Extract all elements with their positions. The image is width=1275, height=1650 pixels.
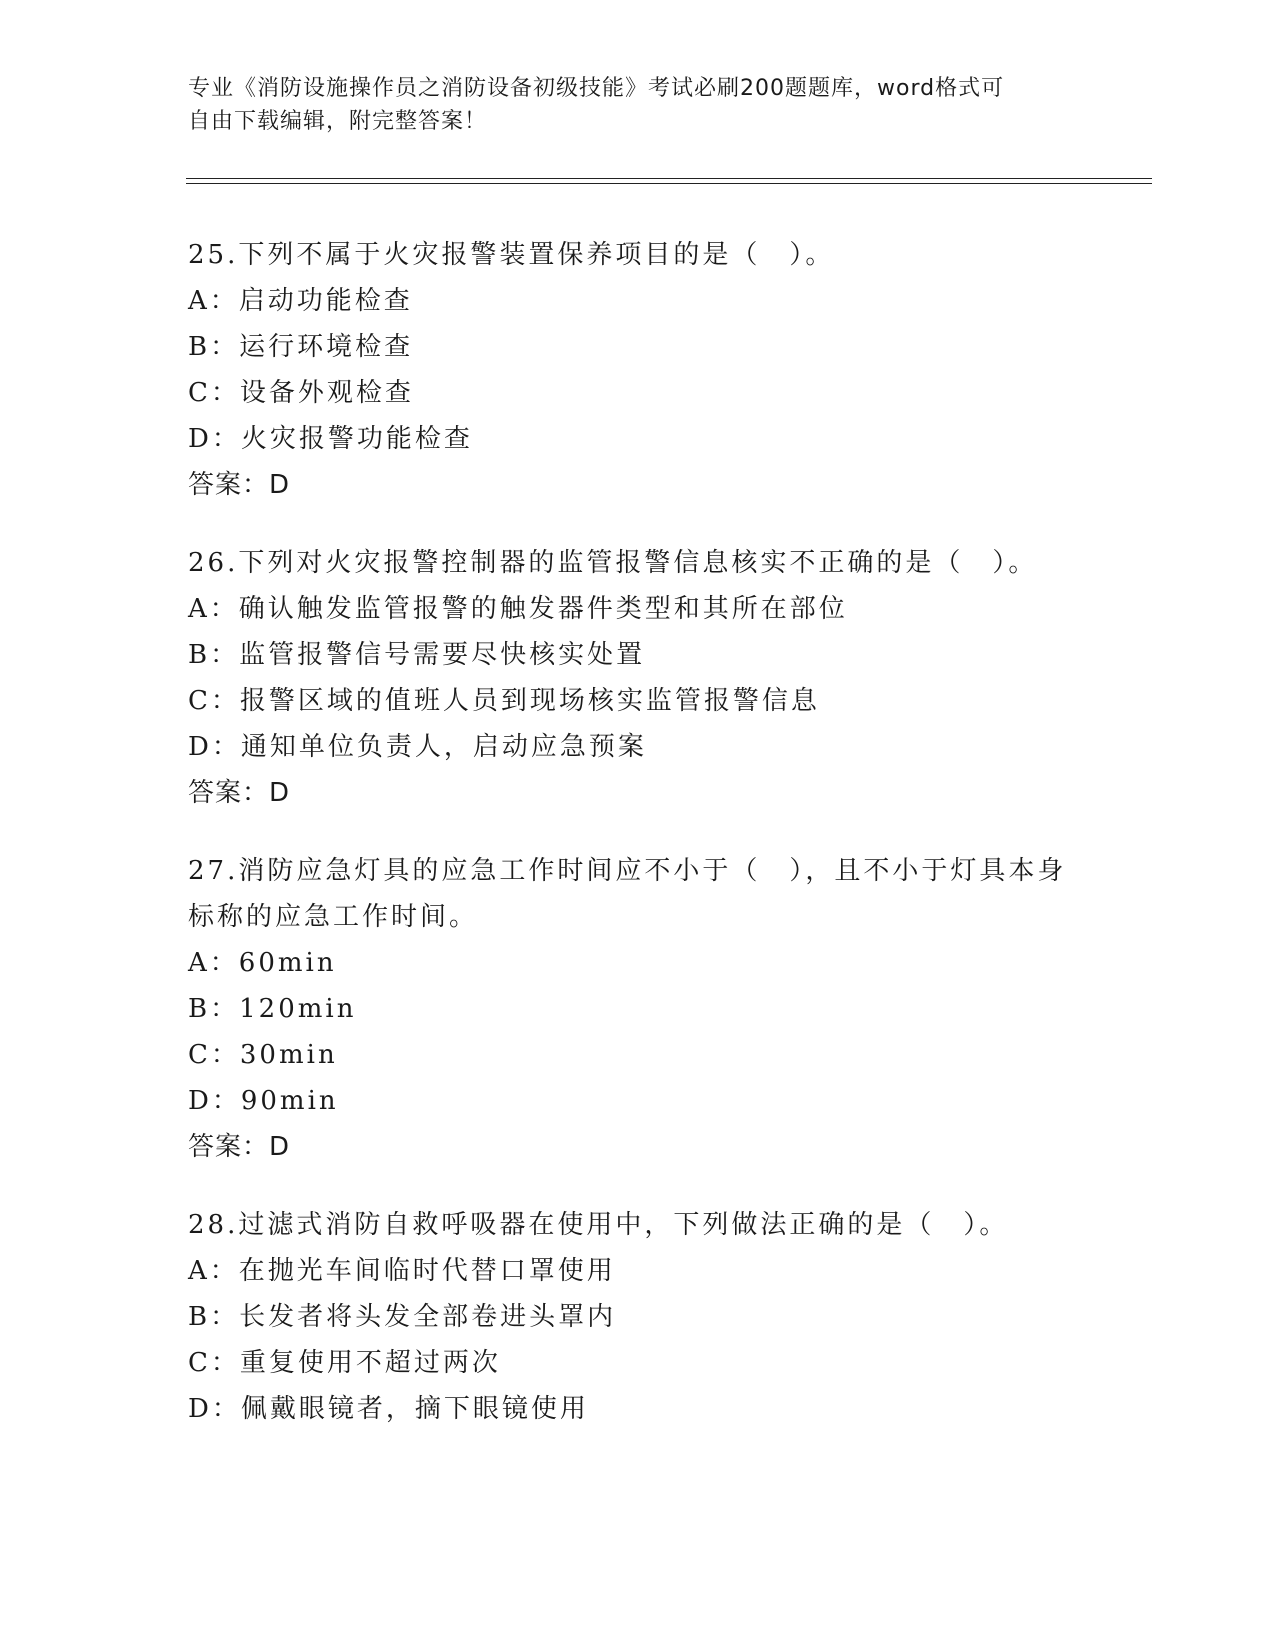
option-c: C：重复使用不超过两次 [188, 1348, 501, 1378]
question-25 [188, 232, 1108, 508]
option-c: C：设备外观检查 [188, 378, 414, 408]
question-stem: 26.下列对火灾报警控制器的监管报警信息核实不正确的是（ ）。 [188, 548, 1038, 578]
option-c: C：报警区域的值班人员到现场核实监管报警信息 [188, 686, 820, 716]
option-b: B：运行环境检查 [188, 332, 414, 362]
option-d: D：火灾报警功能检查 [188, 424, 473, 454]
answer-label: 答案：D [188, 778, 291, 808]
question-stem: 27.消防应急灯具的应急工作时间应不小于（ ），且不小于灯具本身 [188, 856, 1067, 886]
answer-label: 答案：D [188, 1132, 291, 1162]
option-a: A：确认触发监管报警的触发器件类型和其所在部位 [188, 594, 848, 624]
question-list [188, 232, 1108, 1464]
question-28 [188, 1202, 1108, 1432]
option-b: B：监管报警信号需要尽快核实处置 [188, 640, 646, 670]
option-b: B：长发者将头发全部卷进头罩内 [188, 1302, 617, 1332]
header-line-1: 专业《消防设施操作员之消防设备初级技能》考试必刷200题题库，word格式可 [188, 76, 1005, 101]
question-27 [188, 848, 1108, 1170]
header-line-2: 自由下载编辑，附完整答案！ [188, 109, 488, 134]
option-a: A：60min [188, 948, 337, 978]
answer-label: 答案：D [188, 470, 291, 500]
document-header [188, 72, 1088, 138]
option-a: A：启动功能检查 [188, 286, 413, 316]
option-d: D：通知单位负责人，启动应急预案 [188, 732, 647, 762]
question-stem: 25.下列不属于火灾报警装置保养项目的是（ ）。 [188, 240, 835, 270]
option-b: B：120min [188, 994, 357, 1024]
header-rule-top [186, 178, 1152, 179]
question-26 [188, 540, 1108, 816]
option-d: D：佩戴眼镜者，摘下眼镜使用 [188, 1394, 589, 1424]
question-stem: 28.过滤式消防自救呼吸器在使用中，下列做法正确的是（ ）。 [188, 1210, 1009, 1240]
header-rule-bottom [186, 183, 1152, 184]
option-c: C：30min [188, 1040, 338, 1070]
question-stem-continued: 标称的应急工作时间。 [188, 902, 479, 932]
option-d: D：90min [188, 1086, 339, 1116]
option-a: A：在抛光车间临时代替口罩使用 [188, 1256, 616, 1286]
